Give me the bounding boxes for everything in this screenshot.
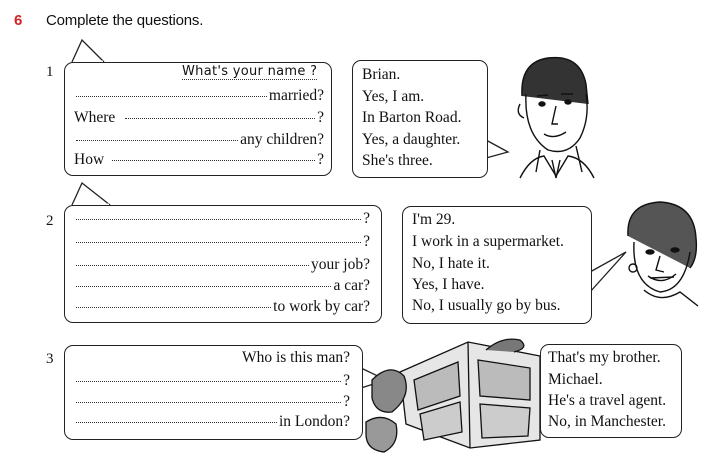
answer-text: Brian. bbox=[362, 66, 401, 83]
handwritten-answer: What's your name ? bbox=[182, 64, 318, 79]
question-tail: any children? bbox=[240, 131, 324, 148]
question-tail: ? bbox=[317, 151, 324, 168]
answer-text: In Barton Road. bbox=[362, 109, 462, 126]
question-tail: ? bbox=[317, 109, 324, 126]
question-lead: How bbox=[74, 151, 105, 168]
item-number: 3 bbox=[46, 351, 54, 367]
question-line[interactable] bbox=[74, 131, 324, 149]
question-tail: in London? bbox=[278, 413, 350, 430]
woman-illustration bbox=[628, 202, 698, 306]
answer-text: That's my brother. bbox=[548, 349, 661, 366]
question-tail: married? bbox=[268, 87, 324, 104]
question-line[interactable] bbox=[74, 151, 324, 169]
question-tail: ? bbox=[343, 372, 350, 389]
question-line[interactable] bbox=[74, 256, 370, 274]
exercise-title: Complete the questions. bbox=[46, 12, 204, 29]
exercise-number: 6 bbox=[14, 12, 23, 29]
man-illustration bbox=[518, 58, 594, 178]
answer-text: Michael. bbox=[548, 371, 603, 388]
answer-text: She's three. bbox=[362, 152, 433, 169]
question-line[interactable] bbox=[74, 277, 370, 295]
question-line[interactable] bbox=[74, 210, 370, 228]
question-line[interactable] bbox=[74, 109, 324, 127]
answer-text: No, I usually go by bus. bbox=[412, 297, 561, 314]
question-tail: your job? bbox=[311, 256, 370, 273]
answer-text: Yes, I am. bbox=[362, 88, 425, 105]
answer-text: No, in Manchester. bbox=[548, 413, 666, 430]
question-line[interactable] bbox=[74, 233, 370, 251]
question-lead: Where bbox=[74, 109, 116, 126]
answer-text: No, I hate it. bbox=[412, 255, 490, 272]
question-line[interactable] bbox=[74, 413, 350, 431]
item-number: 2 bbox=[46, 213, 54, 229]
answer-text: Yes, I have. bbox=[412, 276, 485, 293]
question-line[interactable] bbox=[74, 87, 324, 105]
question-line[interactable] bbox=[74, 64, 324, 80]
question-tail: Who is this man? bbox=[241, 349, 350, 366]
answer-text: I'm 29. bbox=[412, 211, 456, 228]
question-line[interactable] bbox=[74, 372, 350, 390]
question-tail: ? bbox=[343, 393, 350, 410]
answer-text: Yes, a daughter. bbox=[362, 131, 461, 148]
photo-album-illustration bbox=[366, 339, 540, 452]
answer-text: I work in a supermarket. bbox=[412, 233, 564, 250]
item-number: 1 bbox=[46, 64, 54, 80]
question-tail: ? bbox=[363, 233, 370, 250]
question-line[interactable] bbox=[74, 349, 350, 367]
question-tail: to work by car? bbox=[273, 298, 370, 315]
question-line[interactable] bbox=[74, 393, 350, 411]
answer-text: He's a travel agent. bbox=[548, 392, 667, 409]
question-tail: a car? bbox=[333, 277, 370, 294]
question-tail: ? bbox=[363, 210, 370, 227]
question-line[interactable] bbox=[74, 298, 370, 316]
